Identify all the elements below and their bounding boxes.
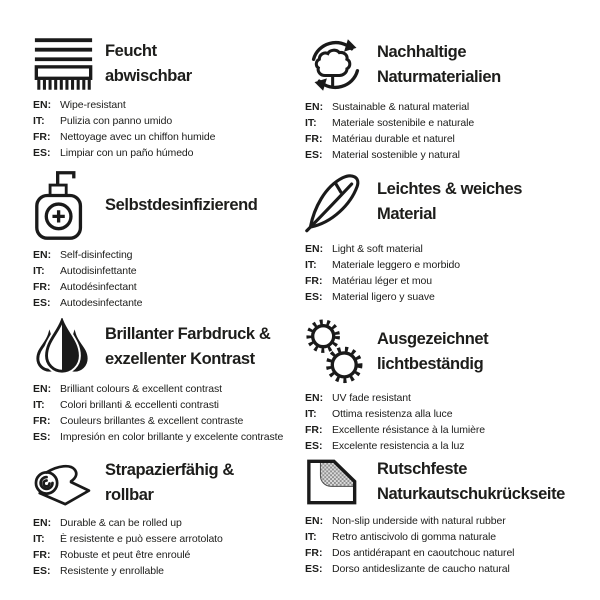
lang-label-es: ES: [33, 297, 51, 309]
lang-text-fr: Excellente résistance à la lumière [332, 424, 486, 436]
feature-iconbox [305, 168, 366, 236]
feature-title [377, 327, 488, 377]
feature-title-line1: Ausgezeichnet [377, 329, 489, 348]
feature-head [33, 456, 305, 510]
lang-text-fr: Nettoyage avec un chiffon humide [60, 131, 216, 143]
lang-text-es: Excelente resistencia a la luz [332, 440, 465, 452]
lang-label-it: IT: [33, 115, 45, 127]
lang-label-en: EN: [305, 515, 324, 527]
feature-translations [305, 390, 594, 454]
lang-label-fr: FR: [305, 133, 323, 145]
feature-head [33, 36, 305, 92]
lang-text-es: Autodesinfectante [60, 297, 143, 309]
lang-label-es: ES: [305, 563, 323, 575]
lang-text-en: Wipe-resistant [60, 99, 126, 111]
lang-label-es: ES: [305, 440, 323, 452]
lang-text-it: Pulizia con panno umido [60, 115, 173, 127]
feature-translations [33, 515, 305, 579]
lang-label-it: IT: [305, 117, 317, 129]
feature-title-line1: Strapazierfähig & [105, 461, 234, 479]
feature-head [33, 168, 305, 242]
feature-iconbox [33, 318, 94, 376]
lang-label-fr: FR: [305, 547, 323, 559]
feature-translations [33, 97, 305, 161]
lang-label-it: IT: [33, 399, 45, 411]
feature-section [33, 168, 305, 318]
feature-title-line2: exzellenter Kontrast [105, 350, 255, 368]
feature-title-line1: Nachhaltige [377, 43, 467, 61]
corner-grip-icon [305, 456, 359, 508]
lang-label-en: EN: [33, 517, 52, 529]
feature-title-line1: Leichtes & weiches [377, 180, 523, 198]
ink-drops-icon [33, 318, 91, 376]
feature-title-line1: Selbstdesinfizierend [105, 195, 258, 214]
lang-text-es: Material ligero y suave [332, 291, 435, 303]
feature-title-line2: rollbar [105, 486, 154, 504]
feature-title-line2: Material [377, 205, 437, 223]
lang-label-it: IT: [33, 265, 45, 277]
lang-text-es: Limpiar con un paño húmedo [60, 147, 194, 159]
lang-label-es: ES: [33, 431, 51, 443]
lang-text-fr: Autodésinfectant [60, 281, 137, 293]
lang-text-es: Resistente y enrollable [60, 565, 164, 577]
feature-iconbox [33, 36, 94, 92]
feature-title-line1: Rutschfeste [377, 460, 468, 478]
feature-title-line1: Feucht [105, 42, 157, 60]
feather-icon [305, 168, 366, 236]
feature-head [305, 456, 594, 508]
lang-text-it: Autodisinfettante [60, 265, 137, 277]
lang-text-en: UV fade resistant [332, 392, 411, 404]
feature-title-line2: abwischbar [105, 67, 192, 85]
lang-text-it: Retro antiscivolo di gomma naturale [332, 531, 496, 543]
feature-iconbox [305, 318, 366, 385]
feature-title-line1: Brillanter Farbdruck & [105, 325, 271, 343]
lang-label-es: ES: [305, 149, 323, 161]
lang-text-fr: Couleurs brillantes & excellent contraste [60, 415, 244, 427]
lang-label-es: ES: [305, 291, 323, 303]
sanitizer-bottle-icon [33, 168, 89, 242]
feature-title-line2: Naturkautschukrückseite [377, 485, 565, 503]
lang-label-es: ES: [33, 147, 51, 159]
lang-label-fr: FR: [33, 131, 51, 143]
feature-title-line2: Naturmaterialien [377, 68, 501, 86]
lang-label-en: EN: [33, 383, 52, 395]
lang-text-it: Colori brillanti & eccellenti contrasti [60, 399, 219, 411]
lang-label-fr: FR: [33, 549, 51, 561]
feature-head [305, 168, 594, 236]
feature-iconbox [305, 36, 366, 94]
lang-text-it: Materiale leggero e morbido [332, 259, 461, 271]
lang-text-es: Dorso antideslizante de caucho natural [332, 563, 510, 575]
lang-text-en: Light & soft material [332, 243, 423, 255]
lang-label-en: EN: [305, 392, 324, 404]
feature-iconbox [33, 168, 94, 242]
feature-section [33, 318, 305, 456]
feature-title [377, 457, 565, 507]
feature-title [377, 40, 501, 90]
feature-section [33, 456, 305, 579]
lang-text-fr: Matériau léger et mou [332, 275, 433, 287]
wipe-brush-icon [33, 36, 94, 92]
rolled-mat-icon [33, 456, 94, 510]
feature-section [33, 36, 305, 168]
lang-label-it: IT: [33, 533, 45, 545]
feature-iconbox [33, 456, 94, 510]
feature-translations [305, 99, 594, 163]
lang-label-it: IT: [305, 259, 317, 271]
lang-label-fr: FR: [305, 424, 323, 436]
lang-label-it: IT: [305, 531, 317, 543]
lang-text-en: Brilliant colours & excellent contrast [60, 383, 222, 395]
lang-text-en: Durable & can be rolled up [60, 517, 182, 529]
feature-title [105, 458, 234, 508]
feature-translations [305, 241, 594, 305]
lang-label-fr: FR: [33, 281, 51, 293]
lang-text-it: È resistente e può essere arrotolato [60, 533, 223, 545]
lang-text-fr: Dos antidérapant en caoutchouc naturel [332, 547, 515, 559]
feature-head [305, 36, 594, 94]
lang-label-en: EN: [33, 249, 52, 261]
lang-text-fr: Robuste et peut être enroulé [60, 549, 191, 561]
feature-title [105, 193, 257, 218]
lang-text-es: Impresión en color brillante y excelente contraste [60, 431, 284, 443]
feature-title [105, 322, 270, 372]
lang-label-en: EN: [33, 99, 52, 111]
lang-text-en: Self-disinfecting [60, 249, 133, 261]
lang-label-en: EN: [305, 101, 324, 113]
lang-text-en: Non-slip underside with natural rubber [332, 515, 506, 527]
lang-text-fr: Matériau durable et naturel [332, 133, 455, 145]
feature-head [305, 318, 594, 385]
feature-iconbox [305, 456, 366, 508]
lang-text-es: Material sostenible y natural [332, 149, 460, 161]
feature-head [33, 318, 305, 376]
lang-label-es: ES: [33, 565, 51, 577]
lang-label-it: IT: [305, 408, 317, 420]
lang-text-it: Ottima resistenza alla luce [332, 408, 453, 420]
gears-icon [305, 318, 365, 385]
feature-section [305, 36, 594, 168]
feature-translations [33, 381, 305, 445]
lang-label-fr: FR: [305, 275, 323, 287]
feature-section [305, 456, 594, 579]
lang-text-it: Materiale sostenibile e naturale [332, 117, 475, 129]
feature-section [305, 168, 594, 318]
recycle-tree-icon [305, 36, 366, 94]
feature-title [105, 39, 192, 89]
feature-translations [305, 513, 594, 577]
lang-label-fr: FR: [33, 415, 51, 427]
feature-section [305, 318, 594, 456]
feature-title-line2: lichtbeständig [377, 354, 484, 373]
feature-translations [33, 247, 305, 311]
lang-text-en: Sustainable & natural material [332, 101, 470, 113]
lang-label-en: EN: [305, 243, 324, 255]
feature-title [377, 177, 522, 227]
